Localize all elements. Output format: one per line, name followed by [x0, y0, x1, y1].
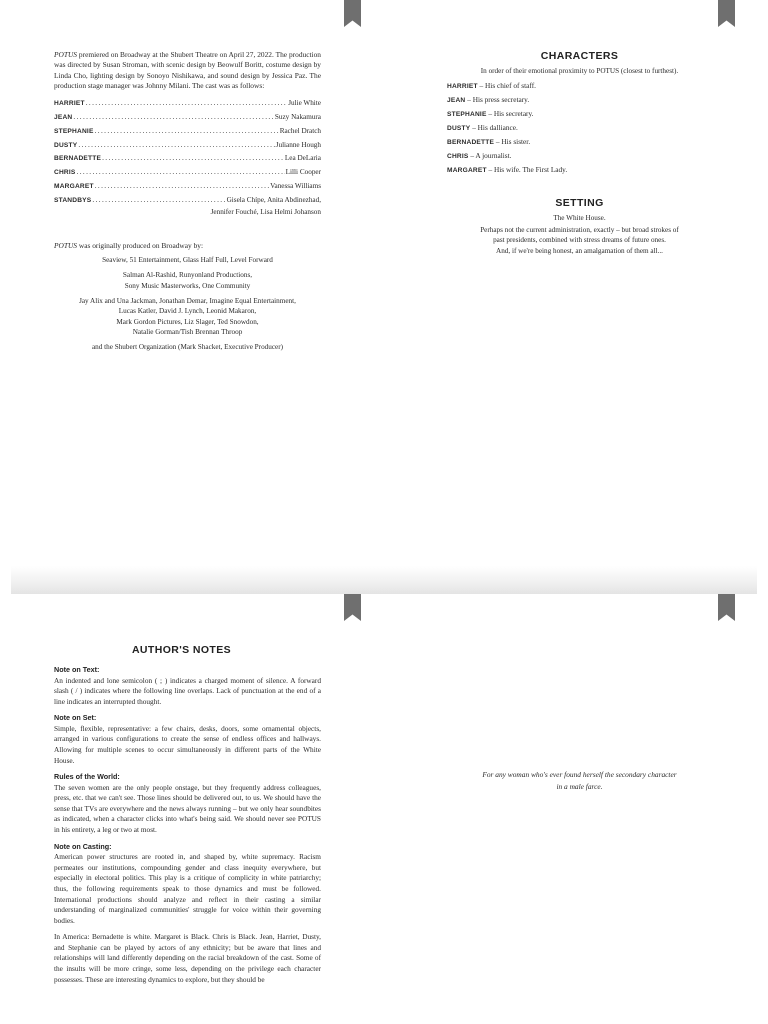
cast-role: CHRIS	[54, 169, 76, 177]
produced-by-text: was originally produced on Broadway by:	[78, 240, 204, 250]
dot-leader	[95, 180, 269, 193]
cast-actor: Rachel Dratch	[279, 126, 321, 135]
dot-leader	[78, 139, 274, 152]
dot-leader	[95, 125, 279, 138]
standbys-continued: Jennifer Fouché, Lisa Helmi Johanson	[210, 207, 321, 216]
dot-leader	[73, 111, 274, 124]
character-name: STEPHANIE	[447, 111, 487, 119]
cast-actor: Suzy Nakamura	[274, 112, 321, 121]
note-body: In America: Bernadette is white. Margaret is Black. Chris is Black. Jean, Harriet, Dusty, and Stephanie can be played by actors of any ethnicity; but be aware that lines and relationships will land differently depending on the racial breakdown of the cast. Some of the insults will be more cringe, some less, depending on the privilege each character possesses. These are interesting dynamics to explore, but they should be	[54, 932, 321, 984]
character-name: HARRIET	[447, 83, 478, 91]
setting-line: And, if we're being honest, an amalgamation of them all...	[496, 246, 663, 255]
character-name: MARGARET	[447, 166, 487, 174]
character-name: CHRIS	[447, 152, 469, 160]
dot-leader	[102, 152, 284, 165]
cast-role: BERNADETTE	[54, 155, 102, 163]
note-section	[54, 772, 321, 835]
cast-actor: Julianne Hough	[275, 140, 321, 149]
character-description: – His secretary.	[488, 109, 534, 119]
characters-list	[447, 80, 712, 177]
note-section	[54, 932, 321, 985]
character-description: – His press secretary.	[467, 95, 530, 105]
cast-actor: Lea DeLaria	[284, 154, 321, 163]
producer-line: Mark Gordon Pictures, Liz Slager, Ted Snowdon,	[116, 317, 259, 326]
setting-heading: SETTING	[555, 196, 604, 209]
characters-heading: CHARACTERS	[540, 50, 619, 62]
cast-role: JEAN	[54, 113, 73, 121]
cast-list	[54, 97, 321, 207]
note-body: Simple, flexible, representative: a few chairs, desks, doors, some ornamental objects, arranged in various configurations to create the sense of endless offices and hallways. Allowing for multiple scenes to occur simultaneously in different parts of the White House.	[54, 723, 321, 765]
authors-notes-page	[54, 644, 321, 991]
character-name: BERNADETTE	[447, 138, 495, 146]
produced-by-line	[54, 241, 321, 251]
character-row	[447, 136, 712, 150]
producer-line: Jay Alix and Una Jackman, Jonathan Demar, Imagine Equal Entertainment,	[79, 297, 296, 306]
note-title: Note on Set:	[54, 713, 97, 723]
note-section	[54, 842, 321, 927]
cast-row	[54, 111, 321, 125]
cast-role: HARRIET	[54, 100, 85, 108]
cast-row	[54, 152, 321, 166]
note-body: The seven women are the only people onstage, but they frequently address colleagues, press, etc. that we can't see. Those lines should be delivered out, to us. We should have the sense that TVs are everywhere and the news always running – but we only hear soundbites as indicated, when a character clicks into what's being said. We should never see POTUS in his entirety, a leg or two at most.	[54, 782, 321, 835]
cast-row	[54, 125, 321, 139]
character-name: JEAN	[447, 97, 466, 105]
cast-role: STANDBYS	[54, 196, 92, 204]
cast-role: MARGARET	[54, 182, 94, 190]
note-body: An indented and lone semicolon ( ; ) indicates a charged moment of silence. A forward slash ( / ) indicates where the following line overlaps. Lack of punctuation at the end of a line indicates an interrupted thought.	[54, 675, 321, 706]
cast-role: DUSTY	[54, 141, 78, 149]
cast-actor: Gisela Chípe, Anita Abdinezhad,	[226, 195, 321, 204]
producer-line: Lucas Katler, David J. Lynch, Leonid Makaron,	[118, 307, 257, 316]
character-row	[447, 150, 712, 164]
note-title: Note on Text:	[54, 665, 100, 674]
notes-list	[54, 665, 321, 985]
play-title: POTUS	[54, 240, 77, 250]
note-body: American power structures are rooted in, and shaped by, white supremacy. Racism permeates our institutions, compounding gender and class inequity everywhere, but especially in electoral politics. This play is a critique of complicity in white patriarchy; thus, the following requirements speak to those dynamics and must be followed. International productions should analyze and reflect in their casting a similar understanding of marginalized communities' struggle for voice within their governing bodies.	[54, 852, 321, 925]
dot-leader	[86, 97, 287, 110]
character-row	[447, 108, 712, 122]
dot-leader	[77, 166, 285, 179]
note-section	[54, 713, 321, 766]
setting-line: The White House.	[553, 213, 606, 222]
producer-line: Sony Music Masterworks, One Community	[124, 281, 251, 290]
setting-line: past presidents, combined with stress dreams of future ones.	[493, 236, 666, 245]
cast-actor: Julie White	[288, 99, 321, 108]
cast-row	[54, 97, 321, 111]
note-title: Note on Casting:	[54, 841, 112, 851]
intro-text: premiered on Broadway at the Shubert Theatre on April 27, 2022. The production was directed by Susan Stroman, with scenic design by Beowulf Boritt, costume design by Linda Cho, lighting design by Sonoyo Nishikawa, and sound design by Jessica Paz. The production stage manager was Johnny Milani. The cast was as follows:	[54, 50, 321, 90]
character-description: – A journalist.	[470, 150, 512, 160]
characters-subtitle: In order of their emotional proximity to POTUS (closest to furthest).	[480, 67, 679, 75]
setting-line: Perhaps not the current administration, exactly – but broad strokes of	[480, 225, 679, 234]
characters-page	[447, 50, 712, 256]
cast-row	[54, 139, 321, 153]
character-description: – His dalliance.	[472, 123, 518, 133]
character-description: – His sister.	[495, 136, 531, 146]
character-name: DUSTY	[447, 125, 471, 133]
cast-row	[54, 194, 321, 208]
note-section	[54, 665, 321, 707]
dot-leader	[92, 194, 225, 207]
producer-line: Seaview, 51 Entertainment, Glass Half Full, Level Forward	[102, 256, 273, 265]
character-row	[447, 94, 712, 108]
note-title: Rules of the World:	[54, 772, 120, 782]
cast-role: STEPHANIE	[54, 127, 94, 135]
character-row	[447, 164, 712, 178]
play-title: POTUS	[54, 50, 77, 59]
dedication-page	[447, 769, 712, 792]
cast-row	[54, 166, 321, 180]
authors-notes-heading: AUTHOR'S NOTES	[131, 644, 232, 656]
dedication-line: in a male farce.	[556, 781, 603, 791]
dedication-line: For any woman who's ever found herself the secondary character	[482, 770, 677, 779]
producers-block	[54, 241, 321, 353]
producer-line: Natalie Gorman/Tish Brennan Throop	[132, 327, 243, 336]
producer-line: and the Shubert Organization (Mark Shacket, Executive Producer)	[91, 343, 284, 352]
character-row	[447, 122, 712, 136]
cast-actor: Vanessa Williams	[270, 181, 321, 190]
producer-line: Salman Al-Rashid, Runyonland Productions,	[122, 271, 253, 280]
character-row	[447, 80, 712, 94]
character-description: – His chief of staff.	[479, 81, 536, 91]
cast-row	[54, 180, 321, 194]
page-gap-shadow	[11, 566, 757, 594]
production-intro	[54, 50, 321, 91]
credits-page	[54, 50, 321, 353]
cast-actor: Lilli Cooper	[285, 168, 321, 177]
character-description: – His wife. The First Lady.	[488, 164, 568, 174]
